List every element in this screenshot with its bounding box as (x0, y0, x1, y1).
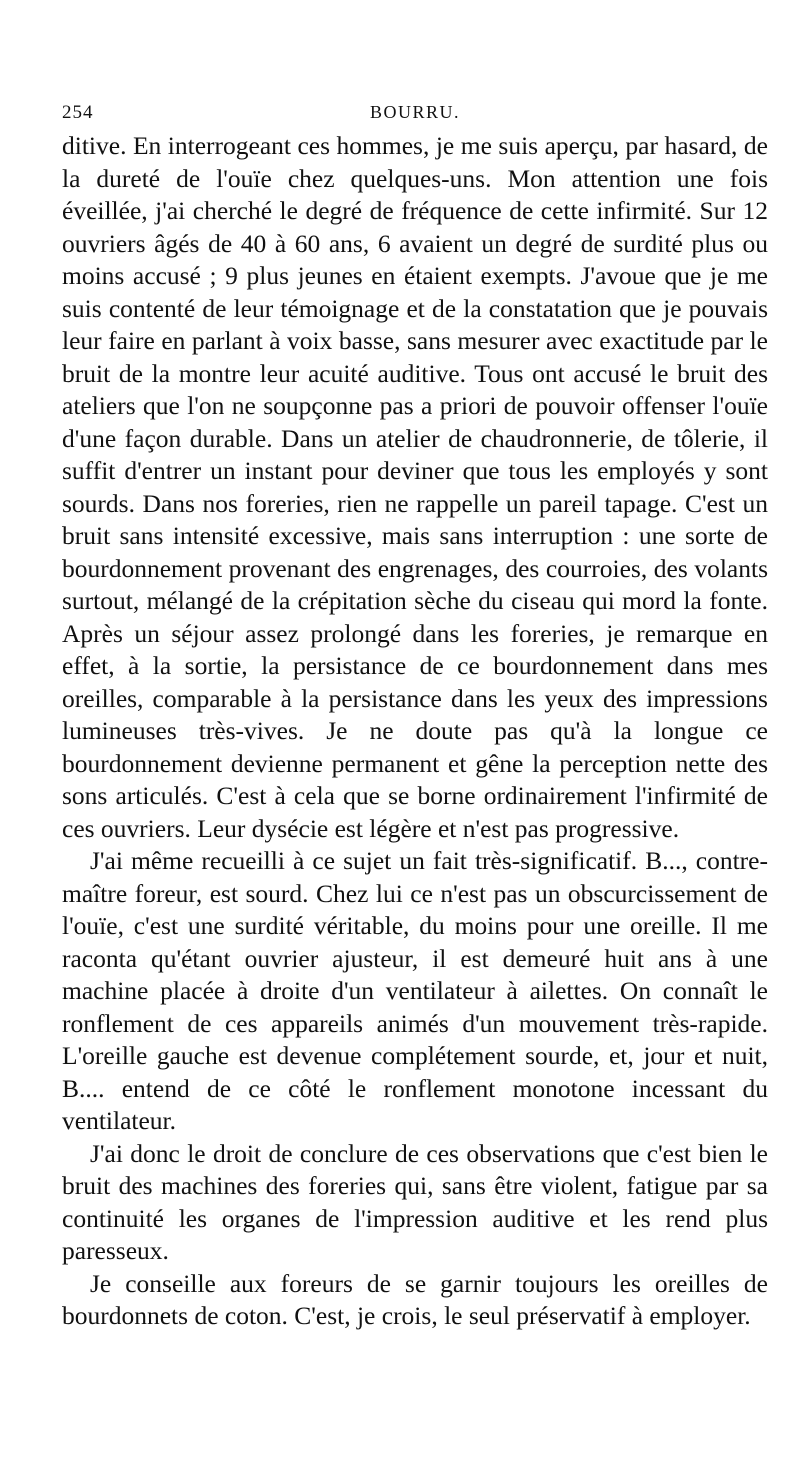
body-text (62, 130, 768, 1333)
paragraph-conclusion: J'ai donc le droit de conclure de ces observations que c'est bien le bruit des machines des foreries qui, sans être violent, fatigue par sa continuité les organes de l'impression auditive et les rend plus paresseux. (62, 1138, 768, 1265)
running-head (62, 96, 768, 130)
running-title: BOURRU. (369, 102, 460, 122)
paragraph-case-report: J'ai même recueilli à ce sujet un fait très-significatif. B..., contre-maître foreur, est sourd. Chez lui ce n'est pas un obscurcissement de l'ouïe, c'est une surdité véritable, du moins pour une oreille. Il me raconta qu'étant ouvrier ajusteur, il est demeuré huit ans à une machine placée à droite d'un ventilateur à ailettes. On connaît le ronflement de ces appareils animés d'un mouvement très-rapide. L'oreille gauche est devenue complétement sourde, et, jour et nuit, B.... entend de ce côté le ronflement monotone incessant du ventilateur. (62, 846, 768, 1135)
paragraph-continuation: ditive. En interrogeant ces hommes, je me suis aperçu, par hasard, de la dureté de l'ouïe chez quelques-uns. Mon attention une fois éveillée, j'ai cherché le degré de fréquence de cette infirmité. Sur 12 ouvriers âgés de 40 à 60 ans, 6 avaient un degré de surdité plus ou moins accusé ; 9 plus jeunes en étaient exempts. J'avoue que je me suis contenté de leur témoignage et de la constatation que je pouvais leur faire en parlant à voix basse, sans mesurer avec exactitude par le bruit de la montre leur acuité auditive. Tous ont accusé le bruit des ateliers que l'on ne soupçonne pas a priori de pouvoir offenser l'ouïe d'une façon durable. Dans un atelier de chaudronnerie, de tôlerie, il suffit d'entrer un instant pour deviner que tous les employés y sont sourds. Dans nos foreries, rien ne rappelle un pareil tapage. C'est un bruit sans intensité excessive, mais sans interruption : une sorte de bourdonnement provenant des engrenages, des courroies, des volants surtout, mélangé de la crépitation sèche du ciseau qui mord la fonte. Après un séjour assez prolongé dans les foreries, je remarque en effet, à la sortie, la persistance de ce bourdonnement dans mes oreilles, comparable à la persistance dans les yeux des impressions lumineuses très-vives. Je ne doute pas qu'à la longue ce bourdonnement devienne permanent et gêne la perception nette des sons articulés. C'est à cela que se borne ordinairement l'infirmité de ces ouvriers. Leur dysécie est légère et n'est pas progressive. (62, 131, 768, 843)
paragraph-advice: Je conseille aux foreurs de se garnir toujours les oreilles de bourdonnets de coton. C'est, je crois, le seul préservatif à employer. (62, 1268, 768, 1330)
book-page (62, 96, 768, 1333)
page-number: 254 (62, 102, 94, 123)
